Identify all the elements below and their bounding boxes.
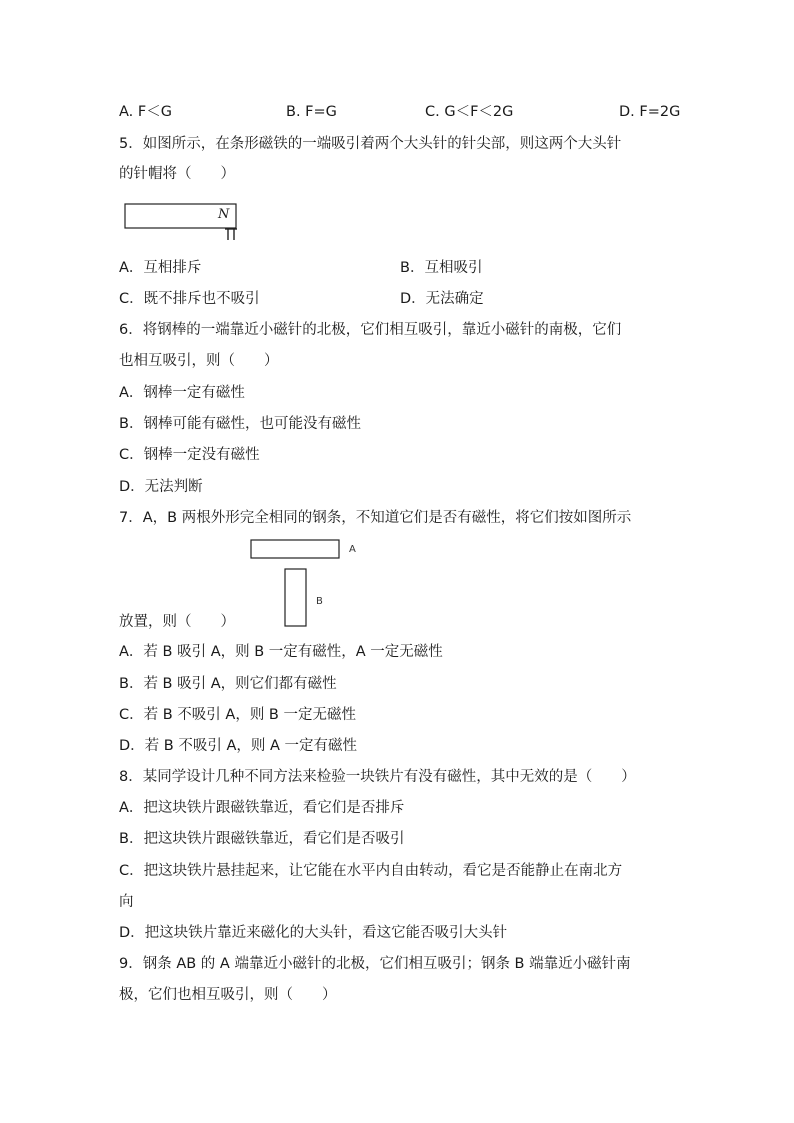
q7-option-c: C．若 B 不吸引 A，则 B 一定无磁性	[119, 707, 356, 723]
q4-option-d: D. F=2G	[619, 104, 681, 120]
q7-option-d: D．若 B 不吸引 A，则 A 一定有磁性	[119, 738, 357, 754]
q7-stem-line2: 放置，则（ ）	[119, 614, 235, 630]
steel-bar-b	[285, 569, 306, 626]
q5-magnet-figure	[124, 203, 240, 243]
q4-option-c: C. G＜F＜2G	[425, 104, 514, 120]
q4-option-a: A. F＜G	[119, 104, 172, 120]
q5-option-a: A．互相排斥	[119, 260, 202, 276]
q6-option-a: A．钢棒一定有磁性	[119, 385, 245, 401]
steel-bar-a	[251, 540, 339, 558]
q6-stem-line2: 也相互吸引，则（ ）	[119, 353, 279, 369]
q7-stem-line1: 7．A，B 两根外形完全相同的钢条，不知道它们是否有磁性，将它们按如图所示	[119, 510, 632, 526]
q8-option-a: A．把这块铁片跟磁铁靠近，看它们是否排斥	[119, 800, 405, 816]
magnet-pole-label: N	[218, 207, 230, 222]
q5-option-c: C．既不排斥也不吸引	[119, 291, 260, 307]
bar-a-label: A	[349, 544, 356, 555]
q8-option-c-cont: 向	[119, 894, 134, 910]
bar-b-label: B	[316, 596, 323, 607]
q6-stem-line1: 6．将钢棒的一端靠近小磁针的北极，它们相互吸引，靠近小磁针的南极，它们	[119, 322, 622, 338]
q5-stem-line1: 5．如图所示，在条形磁铁的一端吸引着两个大头针的针尖部，则这两个大头针	[119, 136, 622, 152]
q6-option-b: B．钢棒可能有磁性，也可能没有磁性	[119, 416, 361, 432]
q5-option-d: D．无法确定	[400, 291, 484, 307]
q9-stem-line2: 极，它们也相互吸引，则（ ）	[119, 987, 337, 1003]
q9-stem-line1: 9．钢条 AB 的 A 端靠近小磁针的北极，它们相互吸引；钢条 B 端靠近小磁针南	[119, 956, 631, 972]
q7-option-b: B．若 B 吸引 A，则它们都有磁性	[119, 676, 337, 692]
q6-option-c: C．钢棒一定没有磁性	[119, 447, 260, 463]
q8-option-d: D．把这块铁片靠近来磁化的大头针，看这它能否吸引大头针	[119, 925, 508, 941]
q8-stem-line1: 8．某同学设计几种不同方法来检验一块铁片有没有磁性，其中无效的是（ ）	[119, 769, 636, 785]
q5-stem-line2: 的针帽将（ ）	[119, 166, 235, 182]
q7-option-a: A．若 B 吸引 A，则 B 一定有磁性，A 一定无磁性	[119, 644, 443, 660]
q8-option-c: C．把这块铁片悬挂起来，让它能在水平内自由转动，看它是否能静止在南北方	[119, 863, 623, 879]
q5-option-b: B．互相吸引	[400, 260, 483, 276]
q4-option-b: B. F=G	[286, 104, 337, 120]
q7-steel-bars-figure	[248, 538, 368, 630]
q8-option-b: B．把这块铁片跟磁铁靠近，看它们是否吸引	[119, 831, 405, 847]
q6-option-d: D．无法判断	[119, 479, 203, 495]
